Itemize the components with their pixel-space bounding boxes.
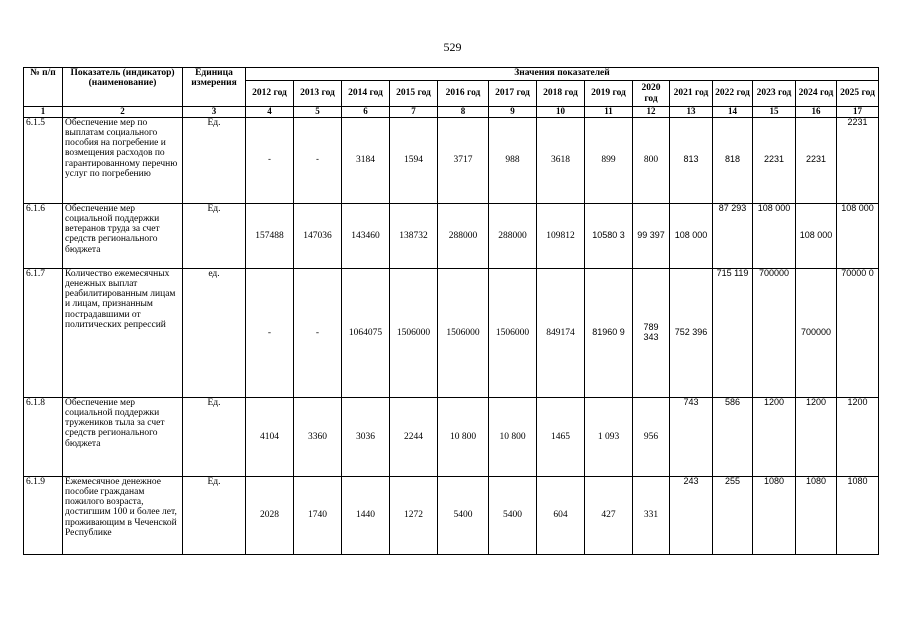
header-values-title: Значения показателей bbox=[246, 68, 879, 81]
column-number: 3 bbox=[183, 107, 246, 118]
value-cell: 2231 bbox=[753, 117, 796, 203]
unit-cell: Ед. bbox=[183, 397, 246, 476]
value-cell: 5400 bbox=[489, 476, 537, 554]
value-cell: 700000 bbox=[796, 268, 837, 397]
value-cell: - bbox=[246, 117, 294, 203]
indicator-name: Обеспечение мер социальной поддержки тружеников тыла за счет средств регионального бюджета bbox=[63, 397, 183, 476]
column-number: 17 bbox=[837, 107, 879, 118]
header-year: 2021 год bbox=[670, 81, 713, 107]
value-cell: 1440 bbox=[342, 476, 390, 554]
column-number: 15 bbox=[753, 107, 796, 118]
value-cell: 988 bbox=[489, 117, 537, 203]
indicator-name: Ежемесячное денежное пособие гражданам пожилого возраста, достигшим 100 и более лет, проживающим в Чеченской Республике bbox=[63, 476, 183, 554]
header-year: 2017 год bbox=[489, 81, 537, 107]
column-number: 12 bbox=[633, 107, 670, 118]
value-cell: 331 bbox=[633, 476, 670, 554]
value-cell: 108 000 bbox=[796, 203, 837, 268]
column-number: 9 bbox=[489, 107, 537, 118]
value-cell: 4104 bbox=[246, 397, 294, 476]
column-number: 10 bbox=[537, 107, 585, 118]
value-cell: 1 093 bbox=[585, 397, 633, 476]
indicators-table bbox=[23, 67, 879, 555]
header-num: № п/п bbox=[24, 68, 63, 107]
value-cell: 1465 bbox=[537, 397, 585, 476]
value-cell: 1200 bbox=[837, 397, 879, 476]
value-cell: 288000 bbox=[438, 203, 489, 268]
value-cell: 5400 bbox=[438, 476, 489, 554]
unit-cell: Ед. bbox=[183, 117, 246, 203]
value-cell: 3036 bbox=[342, 397, 390, 476]
value-cell: 81960 9 bbox=[585, 268, 633, 397]
column-number: 2 bbox=[63, 107, 183, 118]
value-cell: 700000 bbox=[753, 268, 796, 397]
column-number: 11 bbox=[585, 107, 633, 118]
table-row bbox=[24, 268, 879, 397]
table-row bbox=[24, 397, 879, 476]
row-number: 6.1.6 bbox=[24, 203, 63, 268]
row-number: 6.1.7 bbox=[24, 268, 63, 397]
value-cell: 147036 bbox=[294, 203, 342, 268]
header-year: 2016 год bbox=[438, 81, 489, 107]
value-cell: 3184 bbox=[342, 117, 390, 203]
value-cell: 1594 bbox=[390, 117, 438, 203]
value-cell: 143460 bbox=[342, 203, 390, 268]
value-cell: 10 800 bbox=[489, 397, 537, 476]
value-cell: 108 000 bbox=[753, 203, 796, 268]
column-number: 7 bbox=[390, 107, 438, 118]
value-cell: 1200 bbox=[796, 397, 837, 476]
value-cell: 255 bbox=[713, 476, 753, 554]
column-number: 8 bbox=[438, 107, 489, 118]
value-cell: 1272 bbox=[390, 476, 438, 554]
header-indicator: Показатель (индикатор) (наименование) bbox=[63, 68, 183, 107]
header-year: 2012 год bbox=[246, 81, 294, 107]
value-cell: 157488 bbox=[246, 203, 294, 268]
indicator-name: Обеспечение мер по выплатам социального пособия на погребение и возмещения расходов по гарантированному перечню услуг по погребению bbox=[63, 117, 183, 203]
value-cell: 604 bbox=[537, 476, 585, 554]
value-cell: 818 bbox=[713, 117, 753, 203]
value-cell: 849174 bbox=[537, 268, 585, 397]
header-year: 2018 год bbox=[537, 81, 585, 107]
value-cell: 10580 3 bbox=[585, 203, 633, 268]
unit-cell: ед. bbox=[183, 268, 246, 397]
value-cell: 1080 bbox=[837, 476, 879, 554]
column-number: 5 bbox=[294, 107, 342, 118]
value-cell: - bbox=[294, 268, 342, 397]
value-cell: 1740 bbox=[294, 476, 342, 554]
column-number: 1 bbox=[24, 107, 63, 118]
value-cell: 99 397 bbox=[633, 203, 670, 268]
column-number: 13 bbox=[670, 107, 713, 118]
value-cell: 1080 bbox=[753, 476, 796, 554]
value-cell: 10 800 bbox=[438, 397, 489, 476]
value-cell: - bbox=[246, 268, 294, 397]
value-cell: 1200 bbox=[753, 397, 796, 476]
header-year: 2013 год bbox=[294, 81, 342, 107]
value-cell: 2231 bbox=[837, 117, 879, 203]
value-cell: 108 000 bbox=[837, 203, 879, 268]
indicator-name: Количество ежемесячных денежных выплат реабилитированным лицам и лицам, признанным пострадавшими от политических репрессий bbox=[63, 268, 183, 397]
header-year: 2014 год bbox=[342, 81, 390, 107]
value-cell: 87 293 bbox=[713, 203, 753, 268]
value-cell: 899 bbox=[585, 117, 633, 203]
unit-cell: Ед. bbox=[183, 203, 246, 268]
value-cell: 109812 bbox=[537, 203, 585, 268]
value-cell: 789 343 bbox=[633, 268, 670, 397]
header-year: 2025 год bbox=[837, 81, 879, 107]
value-cell: 2028 bbox=[246, 476, 294, 554]
table-row bbox=[24, 203, 879, 268]
row-number: 6.1.5 bbox=[24, 117, 63, 203]
value-cell: 1080 bbox=[796, 476, 837, 554]
value-cell: 715 119 bbox=[713, 268, 753, 397]
value-cell: 2231 bbox=[796, 117, 837, 203]
value-cell: 138732 bbox=[390, 203, 438, 268]
value-cell: 3360 bbox=[294, 397, 342, 476]
page-number: 529 bbox=[443, 40, 462, 54]
value-cell: 956 bbox=[633, 397, 670, 476]
value-cell: - bbox=[294, 117, 342, 203]
value-cell: 743 bbox=[670, 397, 713, 476]
value-cell: 1506000 bbox=[390, 268, 438, 397]
value-cell: 108 000 bbox=[670, 203, 713, 268]
value-cell: 70000 0 bbox=[837, 268, 879, 397]
value-cell: 1506000 bbox=[438, 268, 489, 397]
column-number: 6 bbox=[342, 107, 390, 118]
column-number: 16 bbox=[796, 107, 837, 118]
header-year: 2022 год bbox=[713, 81, 753, 107]
header-year: 2024 год bbox=[796, 81, 837, 107]
table-row bbox=[24, 117, 879, 203]
value-cell: 1506000 bbox=[489, 268, 537, 397]
table-row bbox=[24, 476, 879, 554]
value-cell: 586 bbox=[713, 397, 753, 476]
unit-cell: Ед. bbox=[183, 476, 246, 554]
indicator-name: Обеспечение мер социальной поддержки ветеранов труда за счет средств регионального бюджета bbox=[63, 203, 183, 268]
value-cell: 243 bbox=[670, 476, 713, 554]
value-cell: 2244 bbox=[390, 397, 438, 476]
value-cell: 1064075 bbox=[342, 268, 390, 397]
value-cell: 3618 bbox=[537, 117, 585, 203]
header-year: 2015 год bbox=[390, 81, 438, 107]
value-cell: 3717 bbox=[438, 117, 489, 203]
value-cell: 752 396 bbox=[670, 268, 713, 397]
value-cell: 288000 bbox=[489, 203, 537, 268]
value-cell: 427 bbox=[585, 476, 633, 554]
value-cell: 800 bbox=[633, 117, 670, 203]
header-year: 2019 год bbox=[585, 81, 633, 107]
column-number: 4 bbox=[246, 107, 294, 118]
header-year: 2023 год bbox=[753, 81, 796, 107]
header-year: 2020 год bbox=[633, 81, 670, 107]
column-number: 14 bbox=[713, 107, 753, 118]
row-number: 6.1.9 bbox=[24, 476, 63, 554]
row-number: 6.1.8 bbox=[24, 397, 63, 476]
header-unit: Единица измерения bbox=[183, 68, 246, 107]
value-cell: 813 bbox=[670, 117, 713, 203]
